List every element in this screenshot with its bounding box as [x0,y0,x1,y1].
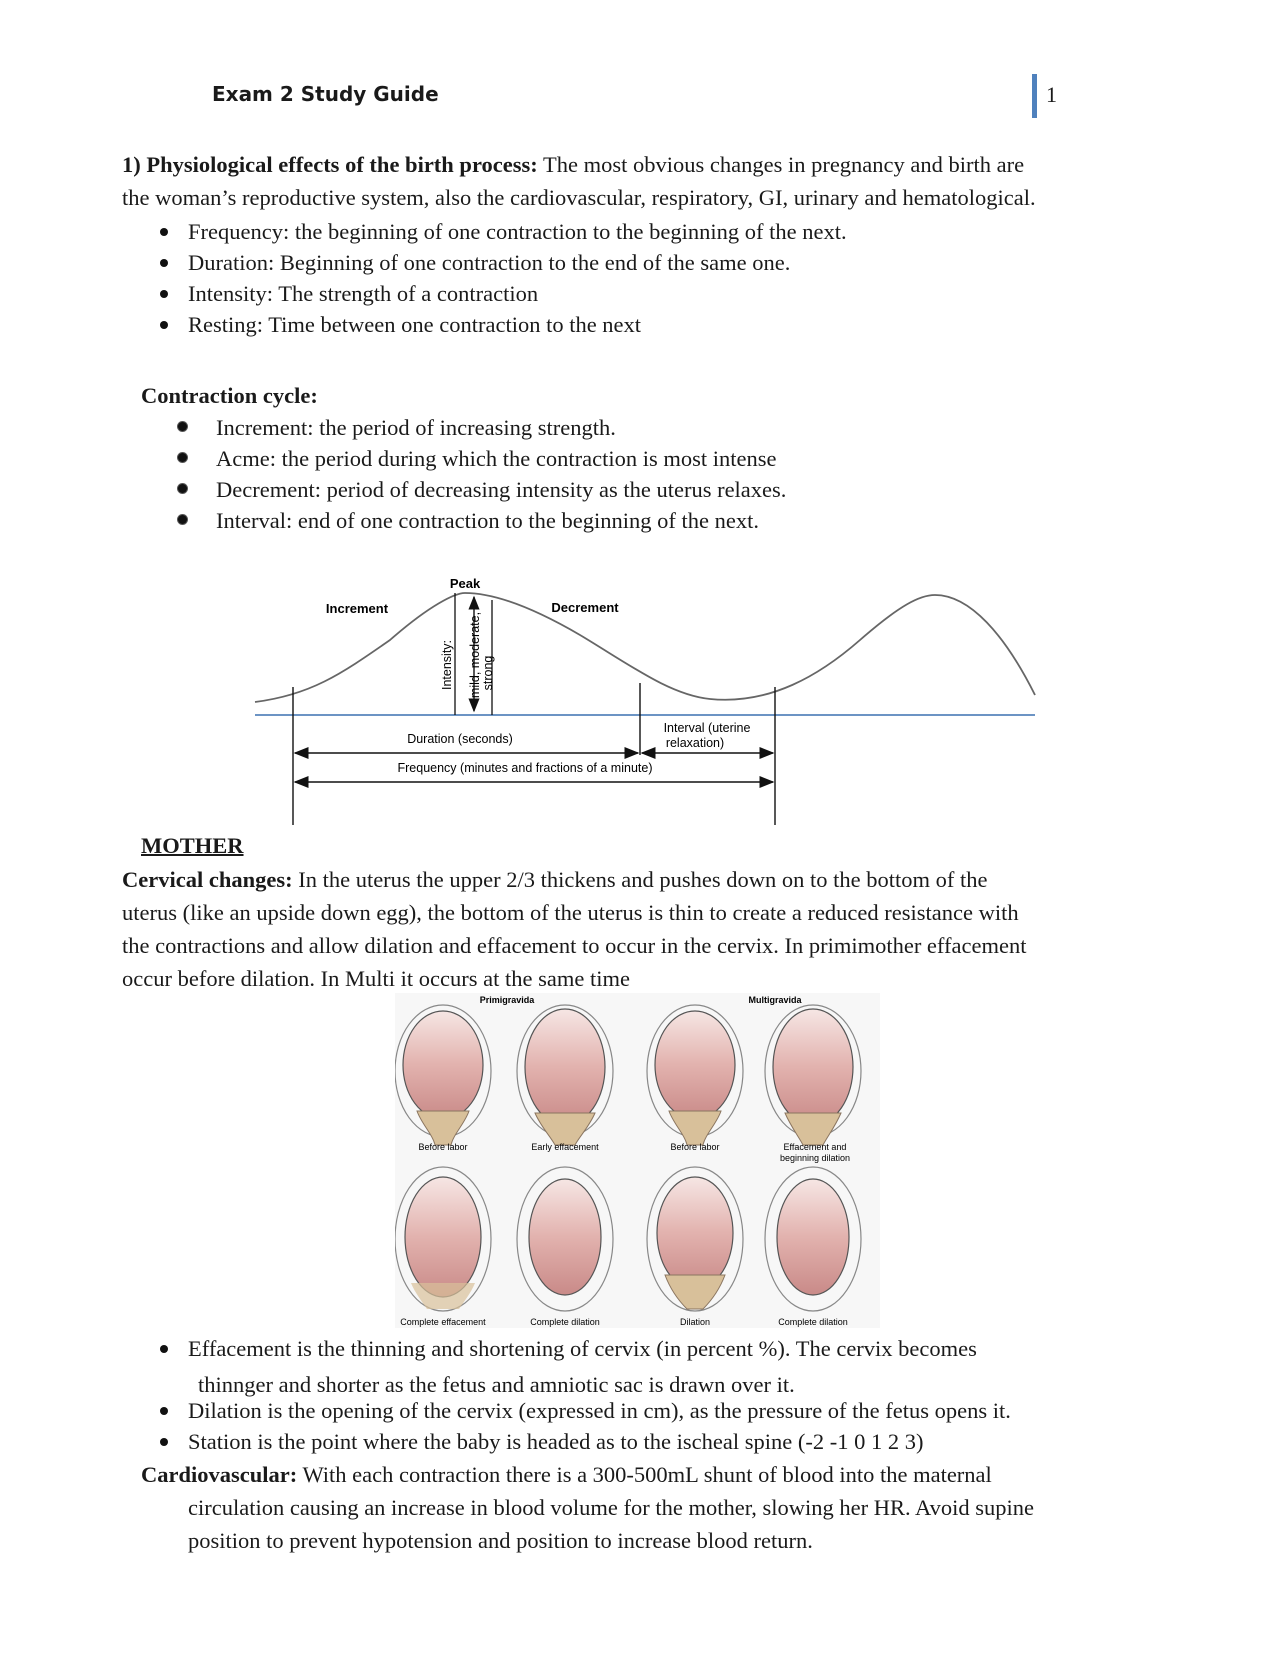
bullet-circle [178,515,187,524]
section1-paragraph [122,148,1202,214]
section1-bullet-3: Intensity: The strength of a contraction [188,281,539,306]
effacement-bullet-line2: thinnger and shorter as the fetus and amniotic sac is drawn over it. [198,1372,795,1397]
bullet-dot [160,1407,168,1415]
bullet-dot [160,1438,168,1446]
page-number: 1 [1046,82,1057,107]
caption-effacement-and: Effacement and [783,1142,847,1152]
uterus-complete-dilation-multi [765,1167,861,1311]
intensity-label-1: Intensity: [440,639,454,691]
station-bullet: Station is the point where the baby is headed as to the ischeal spine (-2 -1 0 1 2 3) [188,1429,924,1454]
cycle-bullet-3: Decrement: period of decreasing intensity as the uterus relaxes. [216,477,787,502]
bullet-circle [178,453,187,462]
cycle-bullet-4: Interval: end of one contraction to the beginning of the next. [216,508,759,533]
cervical-line1: In the uterus the upper 2/3 thickens and pushes down on to the bottom of the [292,867,988,892]
section1-line2: the woman’s reproductive system, also the cardiovascular, respiratory, GI, urinary and hematological. [122,185,1036,210]
caption-complete-dilation-2: Complete dilation [778,1317,848,1327]
frequency-label: Frequency (minutes and fractions of a minute) [397,761,653,775]
bullet-dot [160,321,168,329]
caption-before-labor-2: Before labor [670,1142,720,1152]
document-header-title: Exam 2 Study Guide [212,82,439,106]
uterus-dilation-multi [647,1167,743,1311]
cervical-paragraph [122,863,1212,995]
contraction-cycle-heading: Contraction cycle: [141,383,318,408]
cervical-line4: occur before dilation. In Multi it occurs at the same time [122,966,630,991]
bullet-dot [160,259,168,267]
interval-label-2: relaxation) [665,736,725,750]
cervical-line3: the contractions and allow dilation and effacement to occur in the cervix. In primimother effacement [122,933,1027,958]
intensity-label-2: mild, moderate, [468,611,482,699]
bullet-circle [178,422,187,431]
caption-dilation: Dilation [679,1317,711,1327]
uterus-complete-effacement [395,1167,491,1311]
cervix-effacement-figure [395,993,880,1328]
peak-label: Peak [449,576,481,591]
caption-beginning-dilation: beginning dilation [779,1153,851,1163]
cardiovascular-label: Cardiovascular: [141,1462,298,1487]
dilation-bullet: Dilation is the opening of the cervix (expressed in cm), as the pressure of the fetus opens it. [188,1398,1011,1423]
bullet-circle [178,484,187,493]
multigravida-label: Multigravida [748,995,802,1005]
section1-line1: The most obvious changes in pregnancy and birth are [537,152,1025,177]
bullet-dot [160,228,168,236]
contraction-cycle-diagram [250,565,1040,827]
caption-before-labor-1: Before labor [418,1142,468,1152]
section1-heading: 1) Physiological effects of the birth process: [122,152,538,177]
cervical-line2: uterus (like an upside down egg), the bottom of the uterus is thin to create a reduced resistance with [122,900,1019,925]
decrement-label: Decrement [551,600,619,615]
bullet-dot [160,290,168,298]
interval-label-1: Interval (uterine [663,721,751,735]
cycle-bullet-1: Increment: the period of increasing strength. [216,415,616,440]
effacement-bullet-line1: Effacement is the thinning and shortening of cervix (in percent %). The cervix becomes [188,1336,977,1361]
primigravida-label: Primigravida [479,995,535,1005]
header-accent-bar [1032,74,1037,118]
cycle-bullet-2: Acme: the period during which the contraction is most intense [216,446,777,471]
section1-bullet-1: Frequency: the beginning of one contraction to the beginning of the next. [188,219,847,244]
cardiovascular-line3: position to prevent hypotension and position to increase blood return. [188,1528,813,1553]
duration-label: Duration (seconds) [407,732,513,746]
cardiovascular-line2: circulation causing an increase in blood volume for the mother, slowing her HR. Avoid supine [188,1495,1034,1520]
section1-bullet-2: Duration: Beginning of one contraction to the end of the same one. [188,250,791,275]
caption-complete-dilation-1: Complete dilation [530,1317,600,1327]
bullet-dot [160,1345,168,1353]
uterus-complete-dilation-primi [517,1167,613,1311]
intensity-label-3: strong [481,655,495,691]
caption-complete-effacement: Complete effacement [400,1317,486,1327]
cardiovascular-line1: With each contraction there is a 300-500mL shunt of blood into the maternal [297,1462,992,1487]
cervical-label: Cervical changes: [122,867,293,892]
increment-label: Increment [325,601,389,616]
section1-bullet-4: Resting: Time between one contraction to the next [188,312,642,337]
caption-early-effacement: Early effacement [531,1142,599,1152]
mother-heading: MOTHER [141,833,244,858]
